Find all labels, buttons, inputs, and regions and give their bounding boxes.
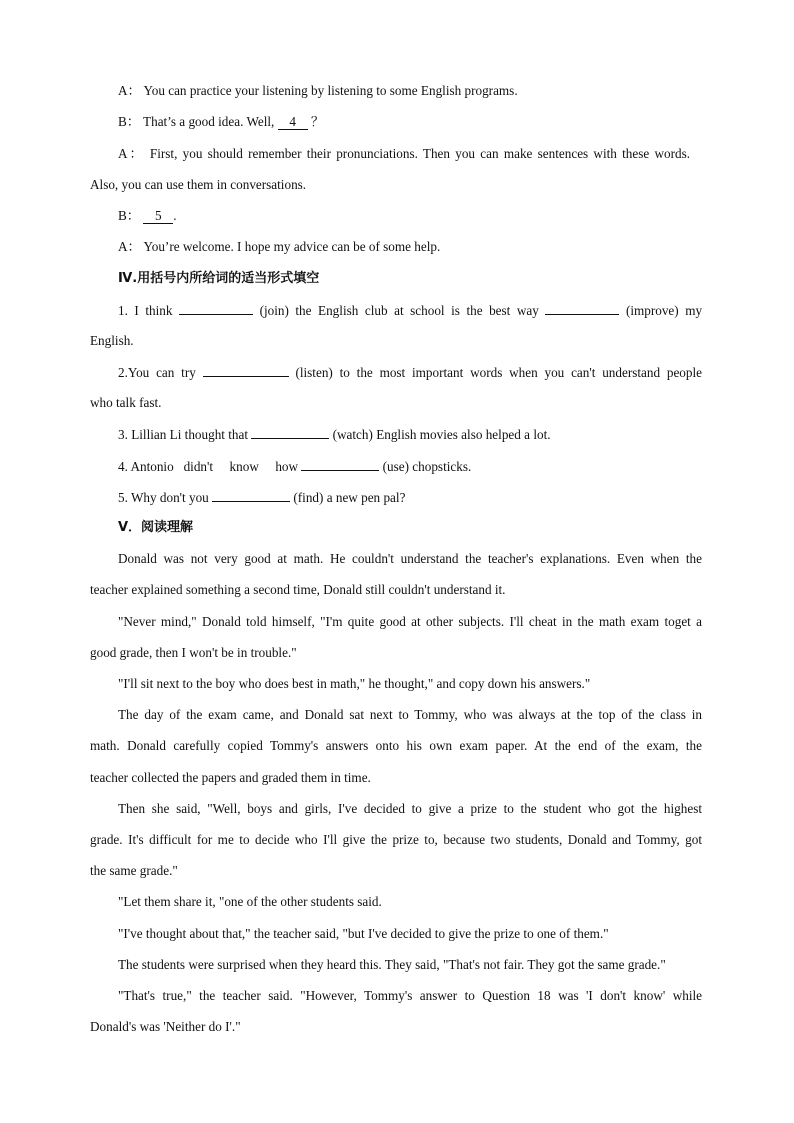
question-text: (listen) to the most important words when you can't understand people <box>295 365 703 380</box>
dialogue-line-a2 <box>118 145 690 163</box>
passage-line: good grade, then I won't be in trouble." <box>90 645 297 660</box>
passage-line: The day of the exam came, and Donald sat next to Tommy, who was always at the top of the class in <box>118 707 702 722</box>
question-text: 4. Antonio didn't know how <box>118 459 299 474</box>
question-text: 5. Why don't you <box>118 490 209 505</box>
passage-line: math. Donald carefully copied Tommy's answers onto his own exam paper. At the end of the exam, the <box>90 738 702 753</box>
passage-line: teacher collected the papers and graded them in time. <box>90 770 371 785</box>
dialogue-text: That’s a good idea. Well, <box>143 114 278 129</box>
dialogue-text: First, you should remember their pronunciations. Then you can make sentences with these words. <box>149 146 691 161</box>
fill-blank[interactable] <box>212 488 290 502</box>
speaker-a: A： <box>118 83 141 98</box>
question-text: (find) a new pen pal? <box>293 490 406 505</box>
question-4 <box>118 457 471 476</box>
question-text: 1. I think <box>118 303 173 318</box>
fill-blank[interactable] <box>251 425 329 439</box>
dialogue-text: You’re welcome. I hope my advice can be of some help. <box>143 239 441 254</box>
passage-line: the same grade." <box>90 863 178 878</box>
passage-line: Then she said, "Well, boys and girls, I've decided to give a prize to the student who got the highest <box>118 801 702 816</box>
question-1-cont: English. <box>90 333 134 348</box>
answer-blank-4[interactable]: 4 <box>278 114 308 130</box>
question-5 <box>118 488 405 507</box>
speaker-a: A： <box>118 239 141 254</box>
fill-blank[interactable] <box>301 457 379 471</box>
question-1 <box>118 301 702 320</box>
passage-line: Donald's was 'Neither do I'." <box>90 1019 241 1034</box>
question-3 <box>118 425 551 444</box>
question-text: 2.You can try <box>118 365 196 380</box>
passage-line: "I'll sit next to the boy who does best in math," he thought," and copy down his answers." <box>118 676 591 691</box>
passage-line: "Let them share it, "one of the other students said. <box>118 894 382 909</box>
dialogue-line-a1 <box>118 82 518 100</box>
passage-line: grade. It's difficult for me to decide who I'll give the prize to, because two students, Donald and Tommy, got <box>90 832 702 847</box>
speaker-b: B： <box>118 114 140 129</box>
passage-line: "That's true," the teacher said. "However, Tommy's answer to Question 18 was 'I don't know' while <box>118 988 702 1003</box>
dialogue-text: You can practice your listening by listening to some English programs. <box>143 83 518 98</box>
question-text: (improve) my <box>625 303 703 318</box>
section-4-title: Ⅳ.用括号内所给词的适当形式填空 <box>118 271 320 286</box>
passage-line: "Never mind," Donald told himself, "I'm quite good at other subjects. I'll cheat in the math exam toget a <box>118 614 702 629</box>
dialogue-line-b1 <box>118 113 324 131</box>
answer-blank-5[interactable]: 5 <box>143 208 173 224</box>
dialogue-line-b2 <box>118 207 177 225</box>
speaker-a: A： <box>118 146 145 161</box>
passage-line: The students were surprised when they heard this. They said, "That's not fair. They got the same grade." <box>118 957 666 972</box>
question-text: (use) chopsticks. <box>382 459 472 474</box>
dialogue-text: Also, you can use them in conversations. <box>90 177 307 192</box>
dialogue-line-a3 <box>118 238 440 256</box>
question-text: (watch) English movies also helped a lot. <box>332 427 551 442</box>
dialogue-line-a2-cont <box>90 176 306 194</box>
fill-blank[interactable] <box>203 363 289 377</box>
passage-line: "I've thought about that," the teacher said, "but I've decided to give the prize to one of them." <box>118 926 609 941</box>
speaker-b: B： <box>118 208 140 223</box>
passage-line: Donald was not very good at math. He couldn't understand the teacher's explanations. Even when the <box>118 551 702 566</box>
question-text: (join) the English club at school is the best way <box>259 303 539 318</box>
fill-blank[interactable] <box>179 301 253 315</box>
dialogue-text: . <box>173 208 177 223</box>
question-2-cont: who talk fast. <box>90 395 162 410</box>
question-2 <box>118 363 702 382</box>
section-5-title: Ⅴ．阅读理解 <box>118 520 194 535</box>
question-text: 3. Lillian Li thought that <box>118 427 249 442</box>
passage-line: teacher explained something a second time, Donald still couldn't understand it. <box>90 582 506 597</box>
fill-blank[interactable] <box>545 301 619 315</box>
dialogue-text: ？ <box>310 114 325 129</box>
